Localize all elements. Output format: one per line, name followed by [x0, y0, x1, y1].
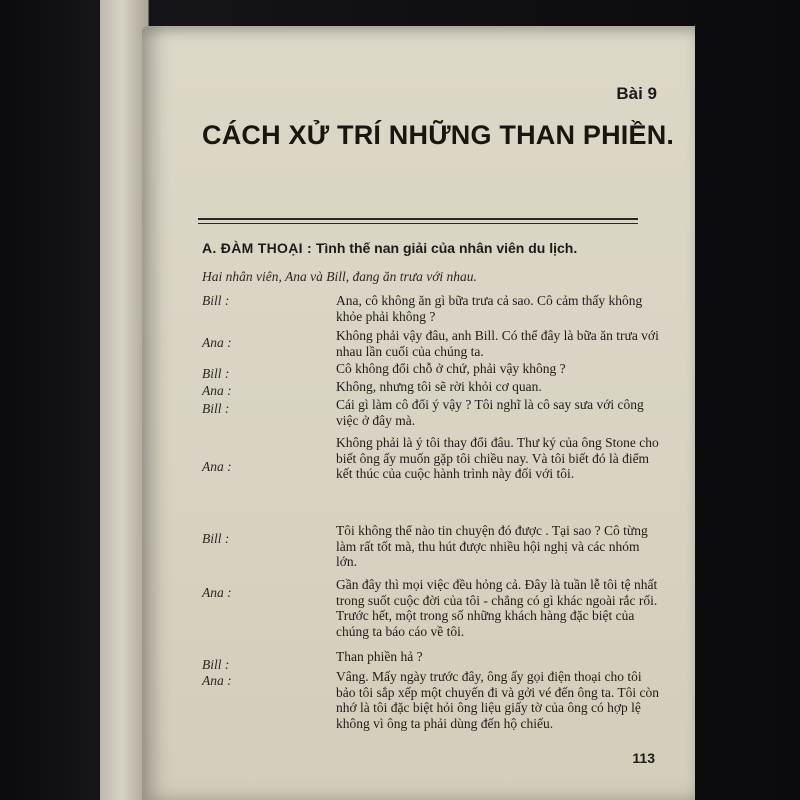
speaker-label: Bill :	[202, 657, 230, 672]
divider-rule-thin	[198, 223, 638, 224]
divider-rule	[198, 218, 638, 220]
speech-text: Gần đây thì mọi việc đều hỏng cả. Đây là tuần lễ tôi tệ nhất trong suốt cuộc đời của tôi - chẳng có gì khác ngoài rắc rối. Trước hết, một trong số những khách hàng đặc biệt của chúng ta báo cáo về tôi.	[336, 577, 658, 639]
book-page	[142, 26, 695, 800]
lesson-number: Bài 9	[616, 84, 657, 103]
speech-text: Cái gì làm cô đổi ý vậy ? Tôi nghĩ là cô say sưa với công việc ở đây mà.	[336, 397, 644, 428]
speaker-label: Ana :	[202, 335, 232, 350]
page-number: 113	[632, 750, 655, 766]
speaker-label: Bill :	[202, 401, 230, 416]
speech-text: Cô không đổi chỗ ở chứ, phải vậy không ?	[336, 361, 566, 376]
speaker-label: Ana :	[202, 673, 232, 688]
section-title: Tình thế nan giải của nhân viên du lịch.	[315, 240, 578, 256]
page-title: CÁCH XỬ TRÍ NHỮNG THAN PHIỀN.	[202, 120, 675, 150]
section-label: A. ĐÀM THOẠI :	[202, 240, 312, 256]
speech-text: Không phải là ý tôi thay đổi đâu. Thư ký của ông Stone cho biết ông ấy muốn gặp tôi chiều nay. Và tôi biết đó là điểm kết thúc của cuộc hành trình này đối với tôi.	[336, 435, 659, 481]
speaker-label: Bill :	[202, 366, 230, 381]
dialogue-intro: Hai nhân viên, Ana và Bill, đang ăn trưa với nhau.	[202, 269, 477, 284]
speaker-label: Bill :	[202, 293, 230, 308]
speech-text: Than phiền hả ?	[336, 649, 423, 664]
section-heading	[202, 240, 577, 256]
speech-text: Vâng. Mấy ngày trước đây, ông ấy gọi điện thoại cho tôi bảo tôi sắp xếp một chuyến đi và gởi vé đến ông ta. Tôi còn nhớ là tôi đặc biệt hỏi ông liệu giấy tờ của ông có hợp lệ không vì ông ta phải dùng đến hộ chiếu.	[336, 669, 659, 731]
speaker-label: Bill :	[202, 531, 230, 546]
speech-text: Ana, cô không ăn gì bữa trưa cả sao. Cô cảm thấy không khỏe phải không ?	[336, 293, 643, 324]
speaker-label: Ana :	[202, 383, 232, 398]
speaker-label: Ana :	[202, 585, 232, 600]
speech-text: Không, nhưng tôi sẽ rời khỏi cơ quan.	[336, 379, 542, 394]
speech-text: Tôi không thể nào tin chuyện đó được . Tại sao ? Cô từng làm rất tốt mà, thu hút được nhiều hội nghị và các nhóm lớn.	[336, 523, 648, 569]
speaker-label: Ana :	[202, 459, 232, 474]
speech-text: Không phải vậy đâu, anh Bill. Có thể đây là bữa ăn trưa với nhau lần cuối của chúng ta.	[336, 328, 659, 359]
